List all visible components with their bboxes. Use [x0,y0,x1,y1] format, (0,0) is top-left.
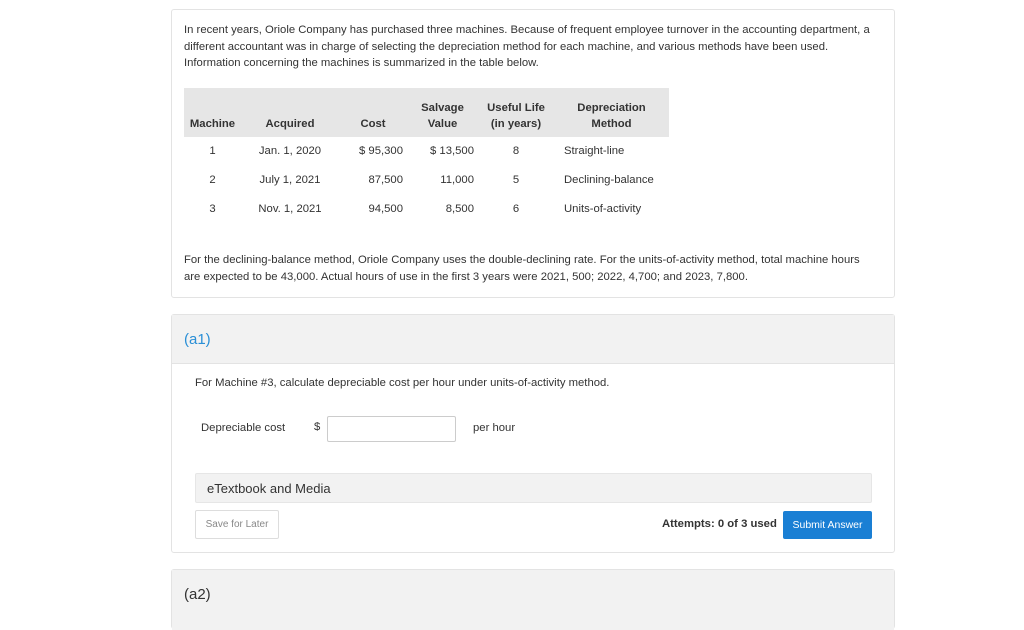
cell-cost: 94,500 [368,202,403,215]
save-for-later-button[interactable]: Save for Later [195,510,279,539]
header-life-line2: (in years) [490,118,542,130]
part-a2-card [171,569,895,629]
attempts-counter: Attempts: 0 of 3 used [662,518,777,530]
problem-note: For the declining-balance method, Oriole Company uses the double-declining rate. For the units-of-activity method, total machine hours are expected to be 43,000. Actual hours of use in the first 3 years were 2021, 500; 2022, 4,700; and 2023, 7,800. [184,254,860,283]
etextbook-media-label: eTextbook and Media [207,481,331,496]
cell-life: 8 [512,145,520,158]
problem-intro: In recent years, Oriole Company has purchased three machines. Because of frequent employee turnover in the accounting department, a different accountant was in charge of selecting the depreciation method for each machine, and various methods have been used. Information concerning the machines is summarized in the table below. [184,24,870,70]
header-method-line2: Method [591,118,632,130]
header-salvage-line1: Salvage [421,102,464,114]
cell-machine: 2 [209,174,216,187]
table-row [184,194,669,223]
cell-life: 6 [512,202,520,215]
cell-method: Straight-line [564,145,625,158]
cell-salvage: 11,000 [440,174,474,187]
part-a1-card [171,314,895,553]
cell-method: Declining-balance [564,174,654,187]
cell-method: Units-of-activity [564,202,642,215]
cell-machine: 3 [209,202,216,215]
currency-symbol: $ [314,421,321,433]
header-method [554,88,669,137]
depreciable-cost-input[interactable] [327,416,456,442]
table-row [184,166,669,195]
header-cost: Cost [360,118,386,130]
depreciable-cost-label: Depreciable cost [201,422,286,434]
part-a2-header [172,570,894,630]
header-acquired: Acquired [265,118,315,130]
cell-acquired: July 1, 2021 [259,174,321,187]
problem-card [171,9,895,298]
header-machine: Machine [189,118,236,130]
cell-life: 5 [512,174,520,187]
cell-cost: $ 95,300 [359,145,403,158]
header-method-line1: Depreciation [577,102,646,114]
cell-salvage: 8,500 [445,202,474,215]
header-salvage-line2: Value [427,118,458,130]
header-life-line1: Useful Life [487,102,545,114]
table-header-row [184,88,669,137]
cell-salvage: $ 13,500 [430,145,474,158]
header-useful-life [478,88,554,137]
table-row [184,137,669,166]
part-a1-label: (a1) [184,331,211,348]
submit-answer-button[interactable]: Submit Answer [783,511,872,539]
per-hour-unit: per hour [473,422,516,434]
cell-cost: 87,500 [368,174,403,187]
machines-table [184,88,669,223]
etextbook-media-toggle[interactable] [195,473,872,503]
header-salvage [407,88,478,137]
part-a1-header [172,315,894,364]
part-a1-question: For Machine #3, calculate depreciable cost per hour under units-of-activity method. [195,377,610,389]
cell-acquired: Jan. 1, 2020 [258,145,322,158]
cell-acquired: Nov. 1, 2021 [258,202,322,215]
cell-machine: 1 [209,145,216,158]
part-a2-label: (a2) [184,586,211,603]
